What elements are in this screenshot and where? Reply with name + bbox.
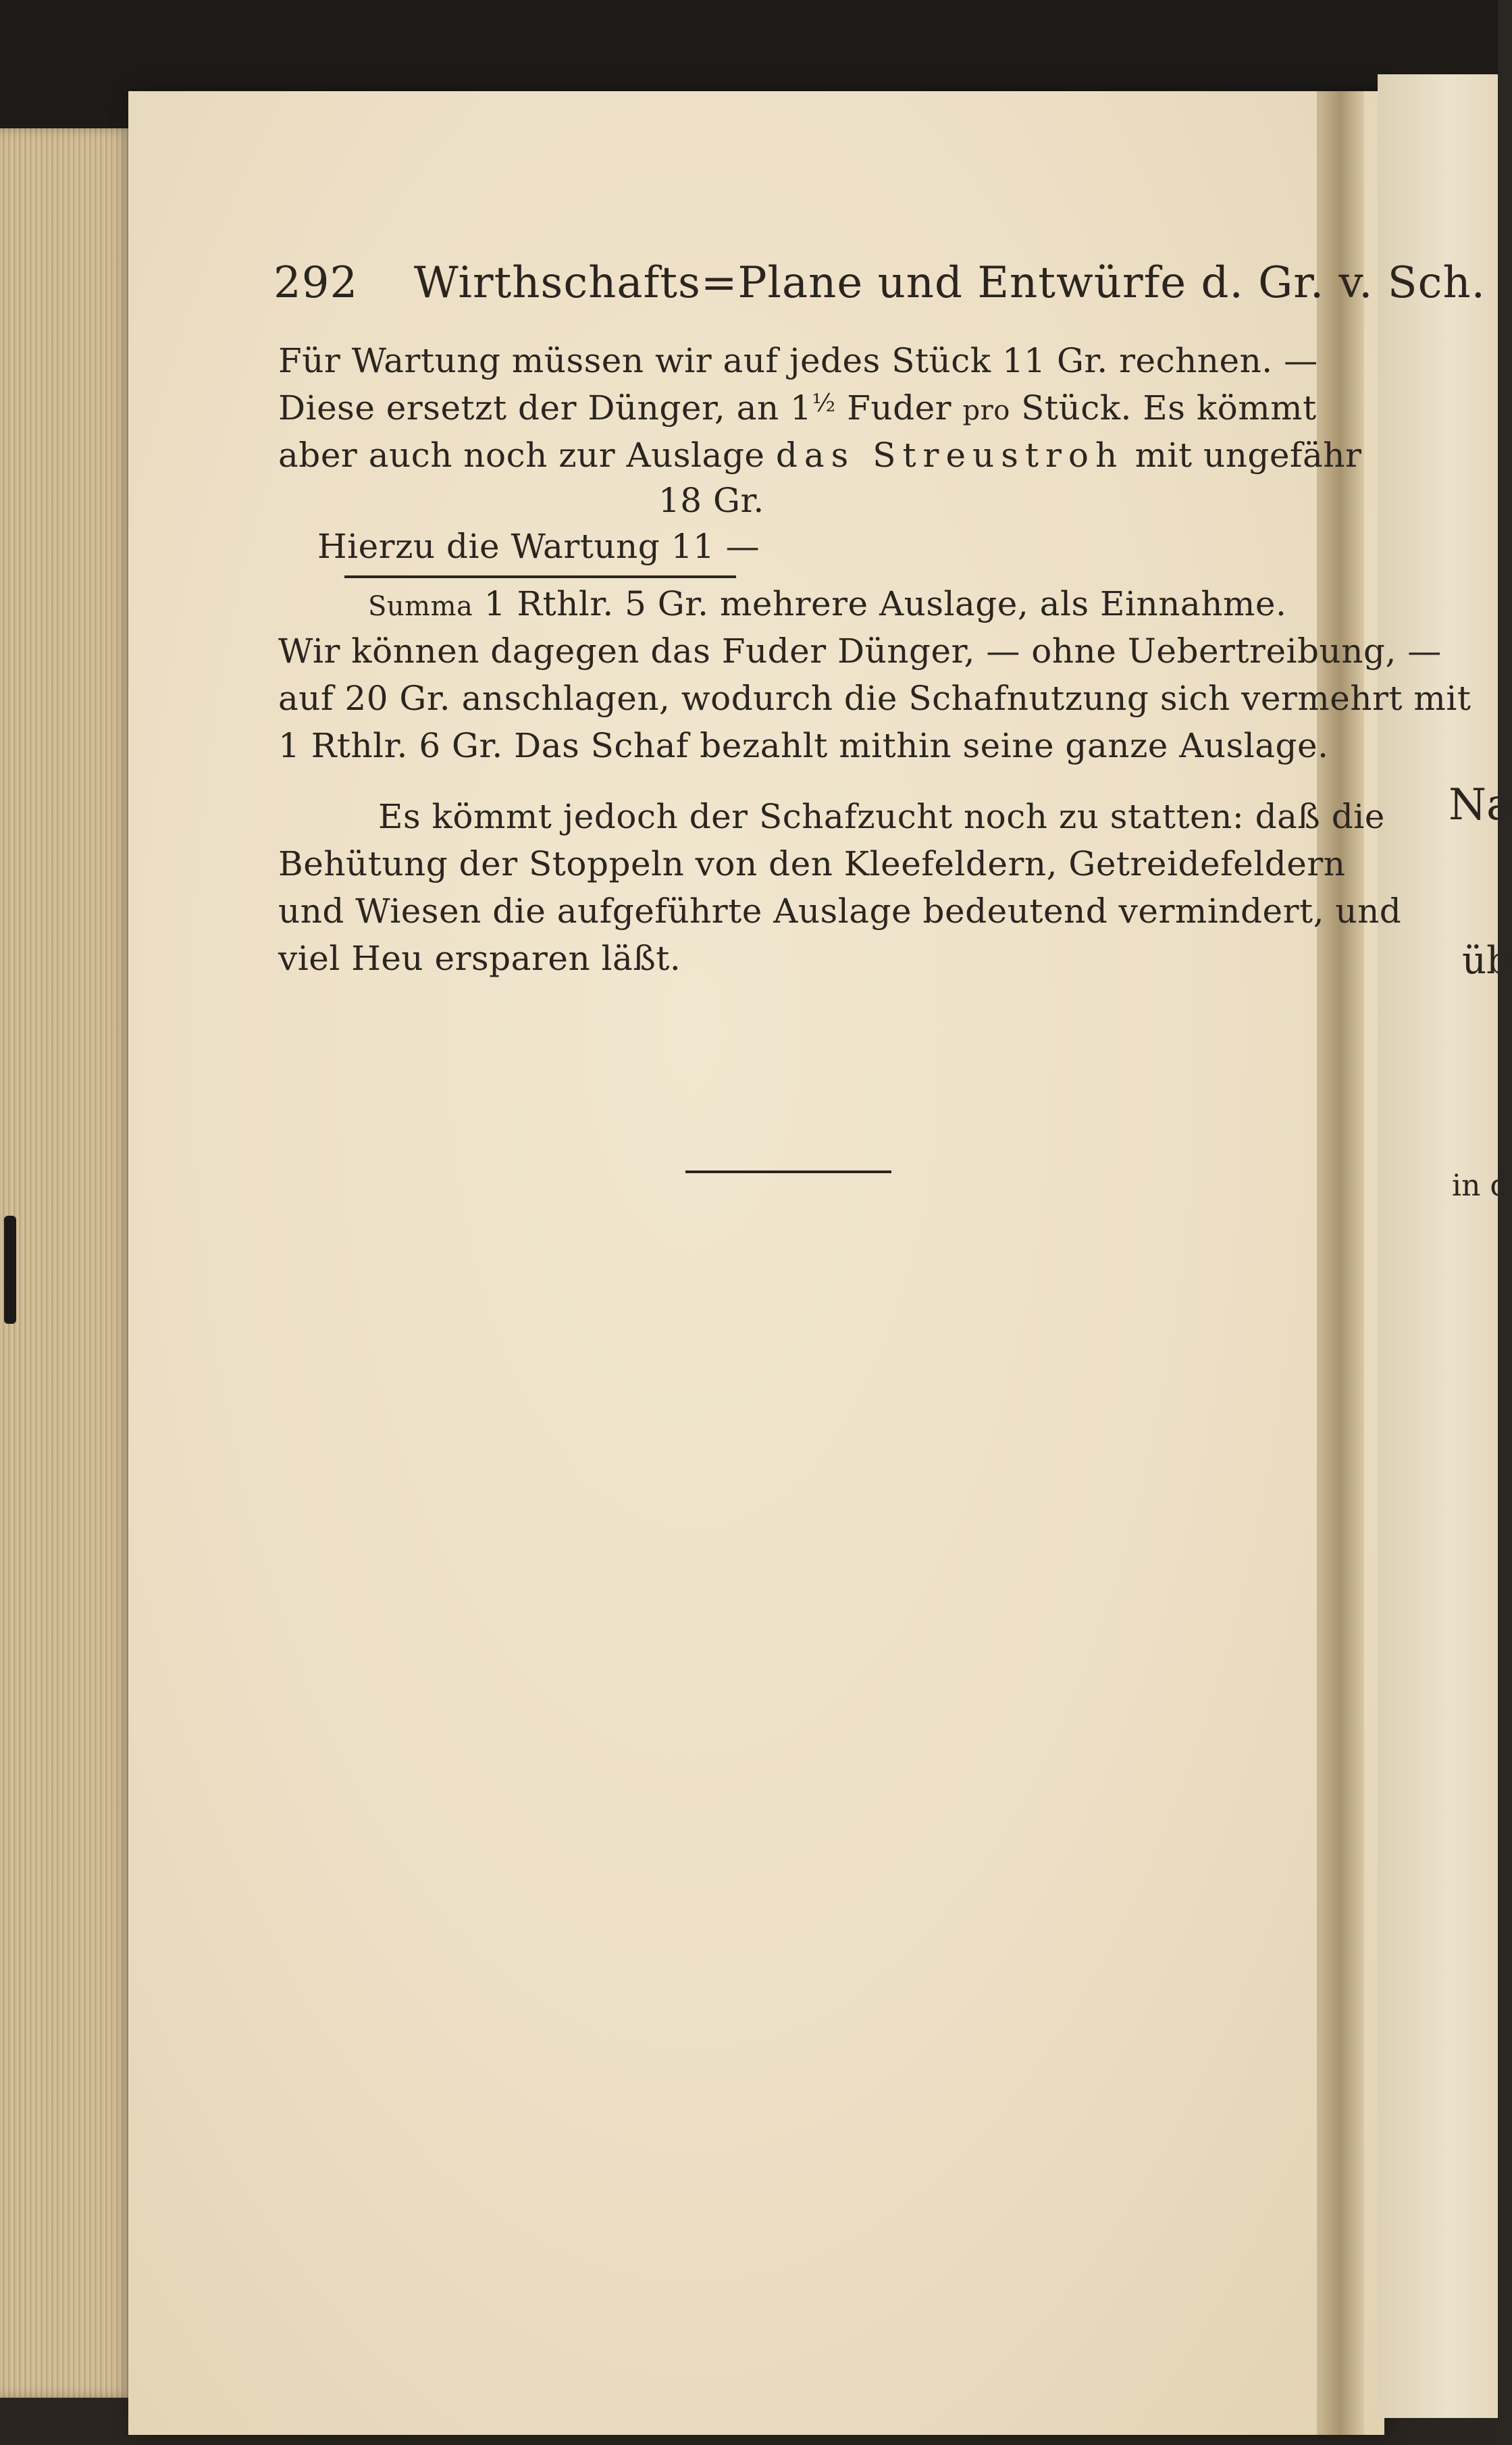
facing-page (1378, 74, 1512, 2418)
facing-page-fragment-1: Na (1449, 780, 1512, 830)
text-line-5: Hierzu die Wartung 11 — (317, 527, 760, 566)
page-title: Wirthschafts=Plane und Entwürfe d. Gr. v. Sch. (413, 258, 1486, 308)
text-line-2: Diese ersetzt der Dünger, an $1^{\frac{1}{2}}$ Fuder pro Stück. Es kömmt (278, 388, 1317, 428)
text-line-12: und Wiesen die aufgeführte Auslage bedeutend vermindert, und (278, 892, 1402, 931)
text-line-8: auf 20 Gr. anschlagen, wodurch die Schafnutzung sich vermehrt mit (278, 679, 1471, 718)
text-line-1: Für Wartung müssen wir auf jedes Stück 11 Gr. rechnen. — (278, 341, 1318, 380)
text-line-6: Summa 1 Rthlr. 5 Gr. mehrere Auslage, als Einnahme. (368, 584, 1287, 623)
text-line-10: Es kömmt jedoch der Schafzucht noch zu statten: daß die (378, 797, 1385, 836)
text-line-3: aber auch noch zur Auslage das Streustroh mit ungefähr (278, 436, 1362, 475)
section-end-rule (685, 1170, 891, 1173)
text-line-13: viel Heu ersparen läßt. (278, 939, 681, 978)
text-line-7: Wir können dagegen das Fuder Dünger, — ohne Uebertreibung, — (278, 632, 1442, 671)
running-header (273, 258, 1486, 308)
text-line-9: 1 Rthlr. 6 Gr. Das Schaf bezahlt mithin seine ganze Auslage. (278, 726, 1329, 765)
text-line-4: 18 Gr. (658, 481, 764, 520)
sum-rule (344, 575, 736, 578)
facing-page-fragment-2: üb (1462, 939, 1511, 983)
page-edges (0, 128, 135, 2398)
edge-mark (4, 1216, 16, 1324)
text-line-11: Behütung der Stoppeln von den Kleefeldern, Getreidefeldern (278, 844, 1346, 883)
page-number: 292 (273, 258, 359, 308)
facing-page-fragment-3: in d (1452, 1168, 1509, 1203)
